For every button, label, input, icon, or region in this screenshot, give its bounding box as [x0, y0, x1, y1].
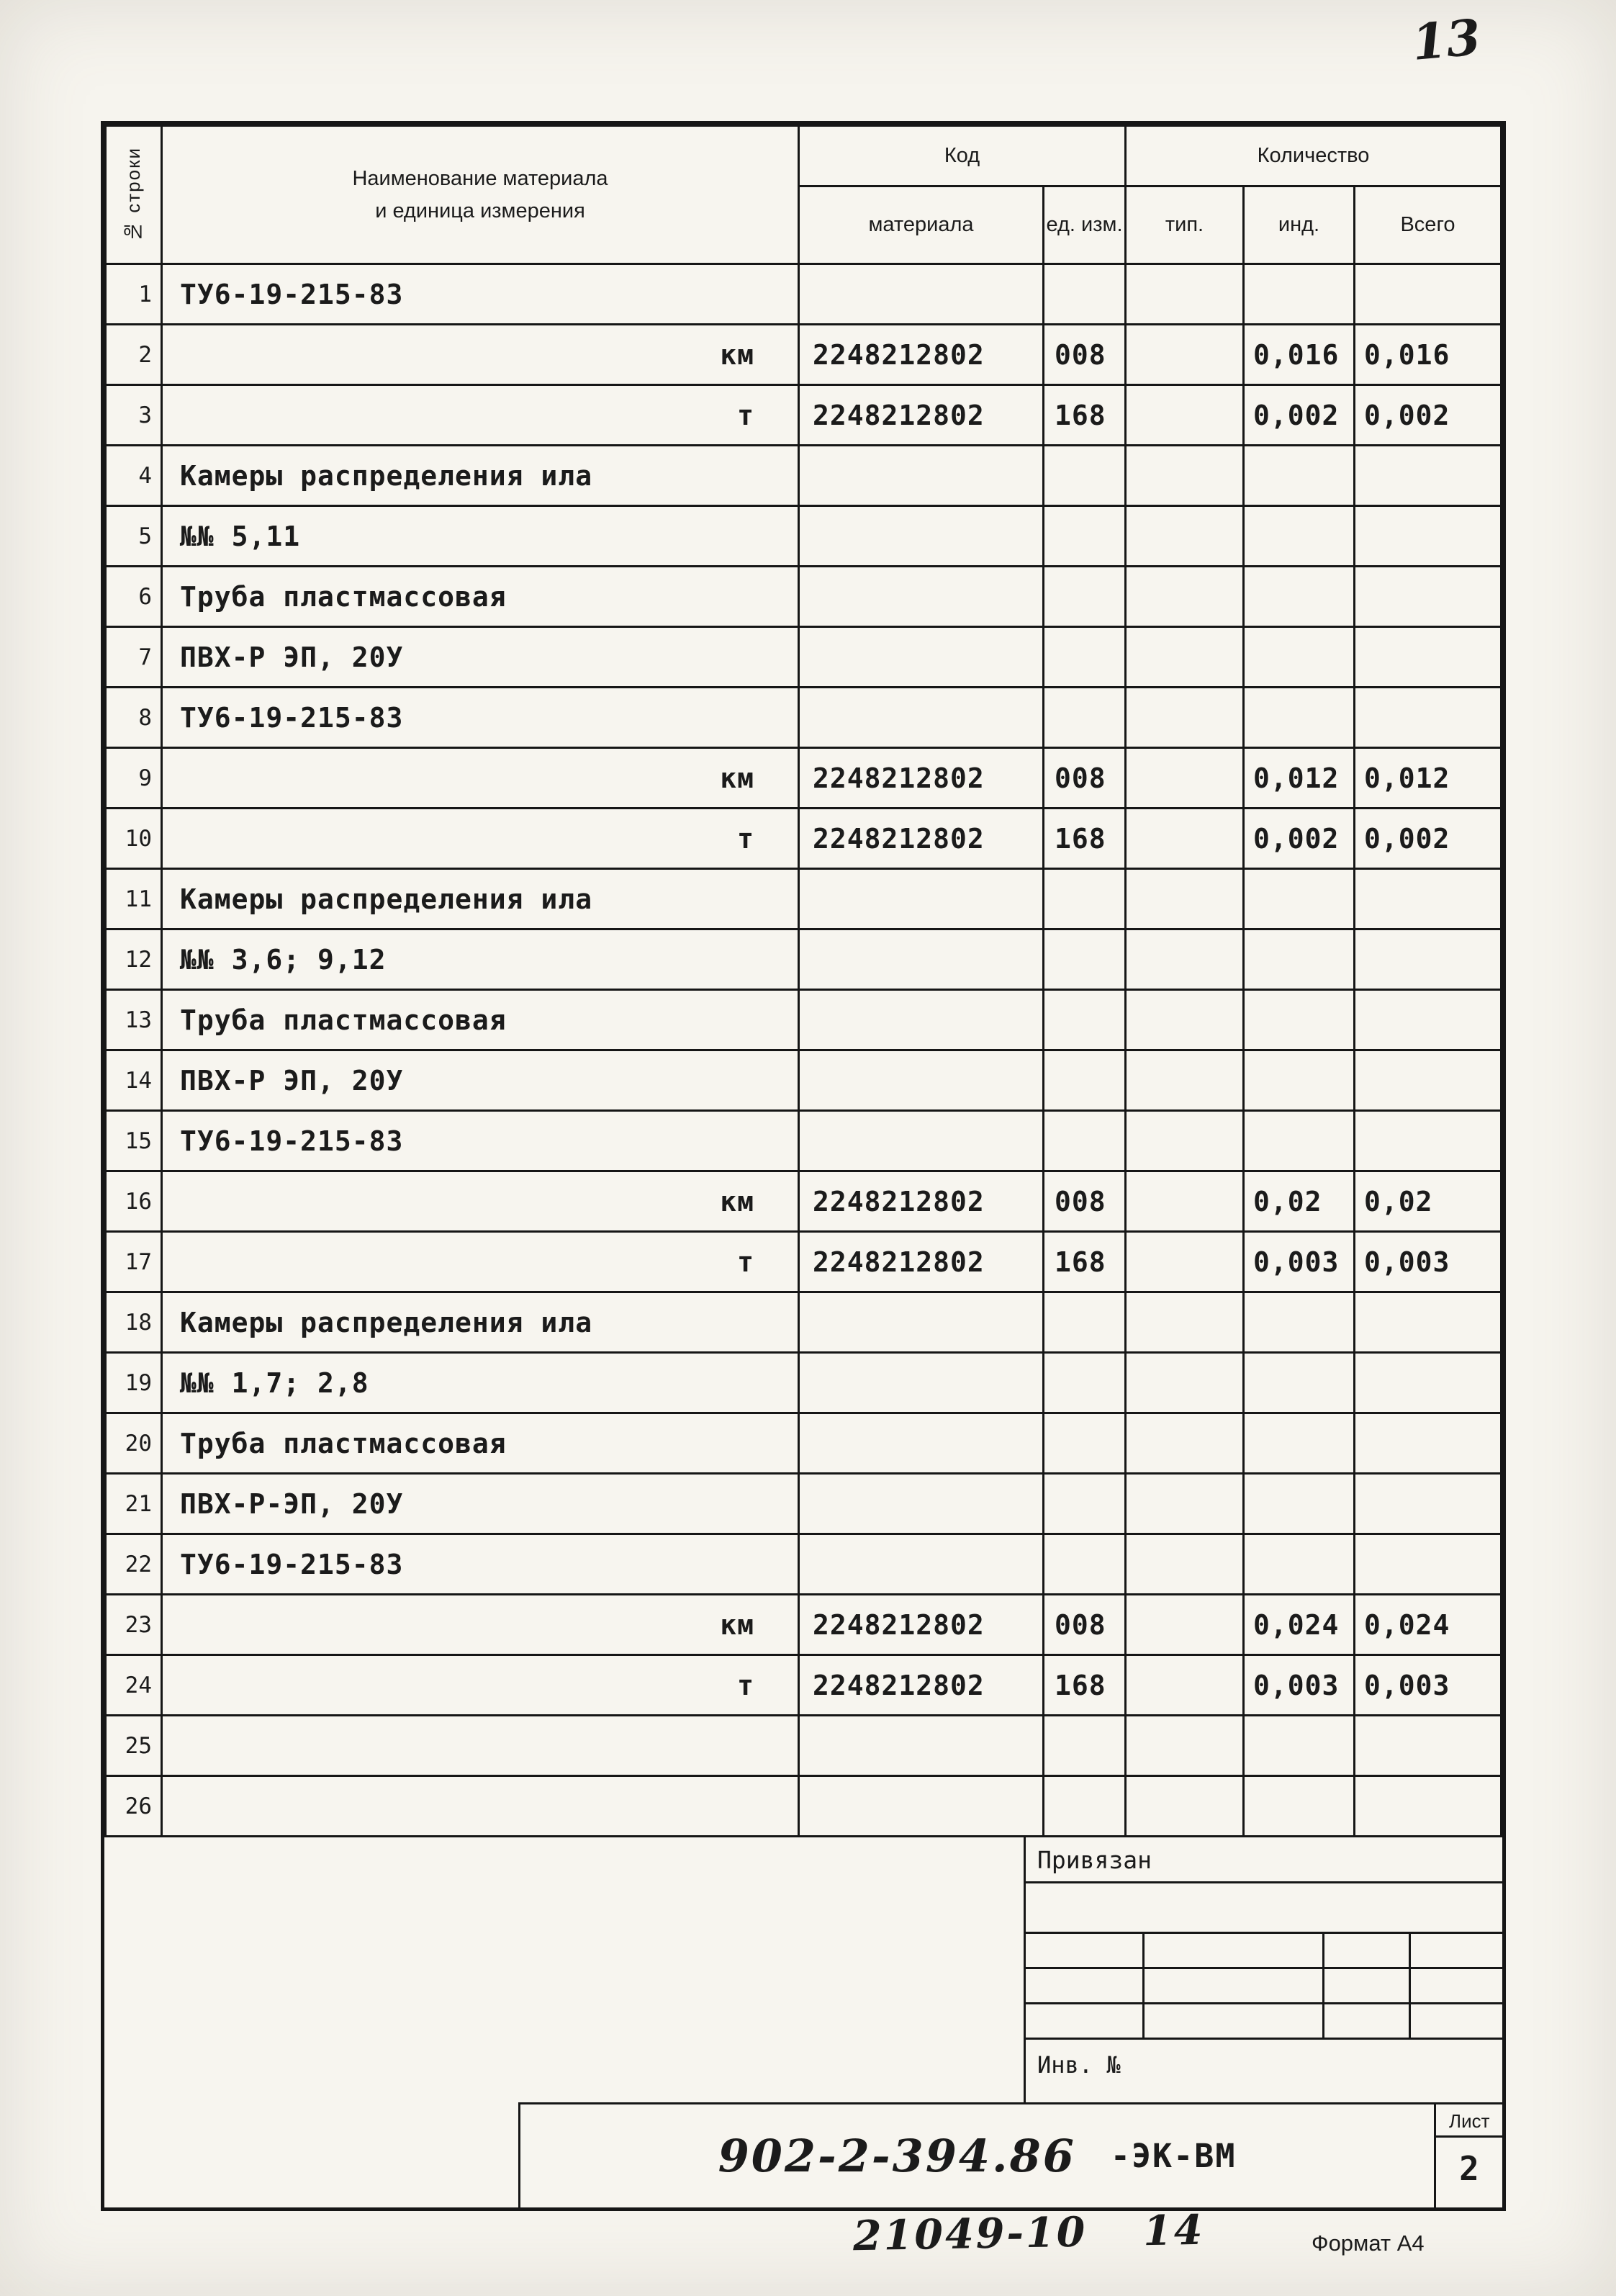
qty-total-cell [1355, 1111, 1502, 1171]
qty-total-cell: 0,02 [1355, 1171, 1502, 1232]
qty-total-cell [1355, 1353, 1502, 1413]
material-code-cell [799, 627, 1044, 688]
row-number-cell: 17 [106, 1232, 162, 1292]
title-grid-row [1026, 1969, 1502, 2004]
qty-type-cell [1126, 688, 1244, 748]
material-code-cell: 2248212802 [799, 1655, 1044, 1716]
inventory-number-label: Инв. № [1037, 2051, 1121, 2079]
title-grid-cell [1324, 2004, 1411, 2038]
title-block-upper [104, 1837, 1502, 2102]
row-number-cell: 19 [106, 1353, 162, 1413]
table-row [106, 1655, 1502, 1716]
material-name-cell: Камеры распределения ила [162, 446, 799, 506]
row-number-cell: 26 [106, 1776, 162, 1837]
qty-total-cell [1355, 627, 1502, 688]
qty-ind-cell [1244, 264, 1355, 325]
title-grid-cell [1026, 2004, 1145, 2038]
row-number-cell: 4 [106, 446, 162, 506]
unit-code-cell [1044, 567, 1126, 627]
unit-code-cell [1044, 1776, 1126, 1837]
qty-total-cell: 0,024 [1355, 1595, 1502, 1655]
qty-ind-cell [1244, 990, 1355, 1050]
material-name-cell: ТУ6-19-215-83 [162, 1534, 799, 1595]
table-row [106, 929, 1502, 990]
unit-code-cell: 008 [1044, 325, 1126, 385]
title-grid-cell [1324, 1969, 1411, 2002]
table-row [106, 567, 1502, 627]
material-name-cell: ТУ6-19-215-83 [162, 1111, 799, 1171]
qty-total-cell [1355, 1534, 1502, 1595]
unit-code-cell: 168 [1044, 385, 1126, 446]
qty-ind-cell [1244, 1111, 1355, 1171]
unit-code-cell [1044, 1353, 1126, 1413]
qty-total-cell [1355, 506, 1502, 567]
material-name-cell [162, 1776, 799, 1837]
qty-total-cell [1355, 567, 1502, 627]
unit-code-cell [1044, 506, 1126, 567]
table-row [106, 1232, 1502, 1292]
material-code-cell [799, 1292, 1044, 1353]
qty-ind-cell: 0,002 [1244, 809, 1355, 869]
row-number-cell: 6 [106, 567, 162, 627]
row-number-cell: 24 [106, 1655, 162, 1716]
unit-code-cell: 168 [1044, 1232, 1126, 1292]
unit-code-cell [1044, 264, 1126, 325]
material-name-cell: км [162, 325, 799, 385]
unit-code-cell [1044, 446, 1126, 506]
material-name-cell: Камеры распределения ила [162, 869, 799, 929]
material-code-cell [799, 1111, 1044, 1171]
qty-ind-cell [1244, 627, 1355, 688]
row-number-cell: 23 [106, 1595, 162, 1655]
unit-code-cell [1044, 627, 1126, 688]
title-grid-row [1026, 2004, 1502, 2040]
table-row [106, 1050, 1502, 1111]
table-row [106, 1474, 1502, 1534]
material-code-cell [799, 1776, 1044, 1837]
title-grid-cell [1411, 1934, 1502, 1967]
material-name-cell: т [162, 1655, 799, 1716]
qty-type-cell [1126, 1050, 1244, 1111]
qty-ind-cell: 0,012 [1244, 748, 1355, 809]
table-row [106, 1716, 1502, 1776]
material-code-cell [799, 264, 1044, 325]
material-code-cell [799, 869, 1044, 929]
table-row [106, 1595, 1502, 1655]
qty-ind-cell [1244, 1474, 1355, 1534]
material-code-cell: 2248212802 [799, 1232, 1044, 1292]
row-number-cell: 2 [106, 325, 162, 385]
material-name-cell: ПВХ-Р ЭП, 20У [162, 1050, 799, 1111]
qty-type-cell [1126, 1595, 1244, 1655]
title-grid-cell [1145, 1969, 1324, 2002]
table-row [106, 1111, 1502, 1171]
qty-ind-cell [1244, 1413, 1355, 1474]
table-row [106, 1292, 1502, 1353]
qty-ind-cell [1244, 1716, 1355, 1776]
table-row [106, 1413, 1502, 1474]
material-name-cell: км [162, 1171, 799, 1232]
material-name-cell: Труба пластмассовая [162, 567, 799, 627]
qty-ind-cell [1244, 1776, 1355, 1837]
col-header-code-group: Код [799, 126, 1126, 186]
unit-code-cell [1044, 688, 1126, 748]
table-row [106, 1171, 1502, 1232]
row-number-cell: 1 [106, 264, 162, 325]
material-code-cell [799, 446, 1044, 506]
document-number: 902-2-394.86 [718, 2130, 1076, 2182]
qty-total-cell: 0,002 [1355, 809, 1502, 869]
title-blank-row [1026, 1883, 1502, 1934]
row-number-cell: 10 [106, 809, 162, 869]
col-header-row-no [106, 126, 162, 264]
qty-type-cell [1126, 1776, 1244, 1837]
material-code-cell [799, 567, 1044, 627]
qty-total-cell [1355, 1776, 1502, 1837]
col-header-material-name-line1: Наименование материала [352, 166, 608, 190]
qty-total-cell [1355, 446, 1502, 506]
table-row [106, 385, 1502, 446]
material-code-cell [799, 1716, 1044, 1776]
col-header-code-material: материала [799, 186, 1044, 264]
row-number-cell: 13 [106, 990, 162, 1050]
col-header-qty-type: тип. [1126, 186, 1244, 264]
qty-ind-cell [1244, 446, 1355, 506]
material-code-cell: 2248212802 [799, 1171, 1044, 1232]
title-grid-cell [1411, 2004, 1502, 2038]
material-name-cell: Труба пластмассовая [162, 990, 799, 1050]
col-header-material-name-line2: и единица измерения [375, 199, 585, 222]
table-row [106, 1534, 1502, 1595]
qty-total-cell [1355, 869, 1502, 929]
qty-total-cell: 0,003 [1355, 1232, 1502, 1292]
material-code-cell: 2248212802 [799, 325, 1044, 385]
material-name-cell [162, 1716, 799, 1776]
row-number-cell: 15 [106, 1111, 162, 1171]
qty-type-cell [1126, 567, 1244, 627]
qty-total-cell [1355, 1292, 1502, 1353]
col-header-code-unit: ед. изм. [1044, 186, 1126, 264]
qty-total-cell [1355, 990, 1502, 1050]
qty-type-cell [1126, 1111, 1244, 1171]
table-row [106, 809, 1502, 869]
row-number-cell: 12 [106, 929, 162, 990]
material-name-cell: ПВХ-Р ЭП, 20У [162, 627, 799, 688]
material-code-cell [799, 1353, 1044, 1413]
unit-code-cell [1044, 1292, 1126, 1353]
qty-type-cell [1126, 1353, 1244, 1413]
table-row [106, 869, 1502, 929]
unit-code-cell [1044, 1111, 1126, 1171]
sheet-frame [101, 121, 1506, 2211]
qty-ind-cell [1244, 688, 1355, 748]
attached-label: Привязан [1026, 1837, 1502, 1883]
format-label: Формат А4 [1312, 2230, 1425, 2256]
lower-left-spacer [104, 2102, 518, 2207]
col-header-material-name [162, 126, 799, 264]
qty-type-cell [1126, 1232, 1244, 1292]
material-code-cell: 2248212802 [799, 1595, 1044, 1655]
qty-ind-cell: 0,024 [1244, 1595, 1355, 1655]
qty-type-cell [1126, 1474, 1244, 1534]
qty-ind-cell [1244, 567, 1355, 627]
material-name-cell: км [162, 748, 799, 809]
qty-type-cell [1126, 1655, 1244, 1716]
unit-code-cell [1044, 1716, 1126, 1776]
material-code-cell [799, 1534, 1044, 1595]
sheet-box [1436, 2102, 1502, 2207]
unit-code-cell [1044, 1474, 1126, 1534]
material-name-cell: ТУ6-19-215-83 [162, 688, 799, 748]
title-block-right [1026, 1837, 1502, 2102]
row-number-cell: 22 [106, 1534, 162, 1595]
qty-type-cell [1126, 990, 1244, 1050]
qty-ind-cell [1244, 1534, 1355, 1595]
row-number-cell: 3 [106, 385, 162, 446]
row-number-cell: 9 [106, 748, 162, 809]
unit-code-cell: 008 [1044, 1595, 1126, 1655]
unit-code-cell: 168 [1044, 1655, 1126, 1716]
qty-ind-cell [1244, 1292, 1355, 1353]
unit-code-cell [1044, 1413, 1126, 1474]
row-number-cell: 21 [106, 1474, 162, 1534]
qty-ind-cell [1244, 1353, 1355, 1413]
qty-total-cell [1355, 1050, 1502, 1111]
col-header-qty-ind: инд. [1244, 186, 1355, 264]
table-row [106, 748, 1502, 809]
title-block-lower [104, 2102, 1502, 2207]
table-row [106, 506, 1502, 567]
qty-type-cell [1126, 446, 1244, 506]
material-code-cell [799, 506, 1044, 567]
qty-type-cell [1126, 264, 1244, 325]
row-number-cell: 14 [106, 1050, 162, 1111]
title-grid-cell [1026, 1934, 1145, 1967]
material-name-cell: т [162, 809, 799, 869]
qty-type-cell [1126, 809, 1244, 869]
table-row [106, 264, 1502, 325]
sheet-number: 2 [1459, 2149, 1479, 2188]
unit-code-cell [1044, 1534, 1126, 1595]
col-header-row-no-label: № строки [122, 147, 144, 243]
table-row [106, 627, 1502, 688]
qty-type-cell [1126, 748, 1244, 809]
qty-total-cell [1355, 688, 1502, 748]
material-code-cell: 2248212802 [799, 748, 1044, 809]
row-number-cell: 18 [106, 1292, 162, 1353]
table-row [106, 325, 1502, 385]
qty-type-cell [1126, 627, 1244, 688]
unit-code-cell: 008 [1044, 1171, 1126, 1232]
page-number: 13 [1409, 9, 1483, 72]
unit-code-cell [1044, 869, 1126, 929]
qty-ind-cell [1244, 869, 1355, 929]
table-row [106, 446, 1502, 506]
row-number-cell: 11 [106, 869, 162, 929]
row-number-cell: 20 [106, 1413, 162, 1474]
material-code-cell [799, 1474, 1044, 1534]
unit-code-cell [1044, 1050, 1126, 1111]
unit-code-cell [1044, 990, 1126, 1050]
qty-total-cell [1355, 1413, 1502, 1474]
document-number-box [518, 2102, 1436, 2207]
sheet-label: Лист [1436, 2104, 1502, 2138]
notes-box [104, 1837, 1026, 2102]
qty-total-cell [1355, 264, 1502, 325]
material-code-cell [799, 929, 1044, 990]
qty-type-cell [1126, 929, 1244, 990]
material-name-cell: №№ 3,6; 9,12 [162, 929, 799, 990]
title-grid-cell [1145, 2004, 1324, 2038]
material-name-cell: №№ 1,7; 2,8 [162, 1353, 799, 1413]
unit-code-cell: 168 [1044, 809, 1126, 869]
qty-type-cell [1126, 1413, 1244, 1474]
qty-type-cell [1126, 385, 1244, 446]
material-code-cell [799, 1050, 1044, 1111]
qty-ind-cell: 0,003 [1244, 1232, 1355, 1292]
qty-ind-cell [1244, 929, 1355, 990]
row-number-cell: 8 [106, 688, 162, 748]
qty-total-cell: 0,012 [1355, 748, 1502, 809]
col-header-qty-total: Всего [1355, 186, 1502, 264]
qty-total-cell [1355, 1474, 1502, 1534]
archive-code: 21049-10 14 [852, 2205, 1206, 2261]
material-name-cell: т [162, 1232, 799, 1292]
qty-ind-cell: 0,016 [1244, 325, 1355, 385]
material-name-cell: ТУ6-19-215-83 [162, 264, 799, 325]
material-code-cell [799, 1413, 1044, 1474]
qty-total-cell: 0,016 [1355, 325, 1502, 385]
qty-total-cell [1355, 1716, 1502, 1776]
qty-type-cell [1126, 506, 1244, 567]
qty-type-cell [1126, 1171, 1244, 1232]
qty-type-cell [1126, 325, 1244, 385]
unit-code-cell [1044, 929, 1126, 990]
table-body [106, 264, 1502, 1837]
qty-ind-cell [1244, 1050, 1355, 1111]
qty-ind-cell: 0,02 [1244, 1171, 1355, 1232]
qty-ind-cell: 0,002 [1244, 385, 1355, 446]
table-row [106, 1353, 1502, 1413]
title-grid-row [1026, 1934, 1502, 1969]
table-row [106, 688, 1502, 748]
table-row [106, 990, 1502, 1050]
row-number-cell: 7 [106, 627, 162, 688]
title-grid-cell [1026, 1969, 1145, 2002]
material-code-cell: 2248212802 [799, 385, 1044, 446]
title-grid-cell [1411, 1969, 1502, 2002]
row-number-cell: 5 [106, 506, 162, 567]
qty-total-cell: 0,002 [1355, 385, 1502, 446]
material-name-cell: Труба пластмассовая [162, 1413, 799, 1474]
qty-type-cell [1126, 1292, 1244, 1353]
col-header-quantity-group: Количество [1126, 126, 1502, 186]
row-number-cell: 16 [106, 1171, 162, 1232]
row-number-cell: 25 [106, 1716, 162, 1776]
document-suffix: -ЭК-ВМ [1110, 2137, 1237, 2175]
qty-type-cell [1126, 1534, 1244, 1595]
material-name-cell: т [162, 385, 799, 446]
material-name-cell: км [162, 1595, 799, 1655]
qty-total-cell: 0,003 [1355, 1655, 1502, 1716]
qty-type-cell [1126, 869, 1244, 929]
qty-ind-cell: 0,003 [1244, 1655, 1355, 1716]
qty-total-cell [1355, 929, 1502, 990]
qty-type-cell [1126, 1716, 1244, 1776]
material-code-cell [799, 688, 1044, 748]
material-code-cell [799, 990, 1044, 1050]
table-row [106, 1776, 1502, 1837]
qty-ind-cell [1244, 506, 1355, 567]
title-grid-cell [1145, 1934, 1324, 1967]
material-name-cell: ПВХ-Р-ЭП, 20У [162, 1474, 799, 1534]
material-name-cell: Камеры распределения ила [162, 1292, 799, 1353]
unit-code-cell: 008 [1044, 748, 1126, 809]
title-grid-cell [1324, 1934, 1411, 1967]
material-code-cell: 2248212802 [799, 809, 1044, 869]
materials-table [104, 125, 1502, 1837]
material-name-cell: №№ 5,11 [162, 506, 799, 567]
